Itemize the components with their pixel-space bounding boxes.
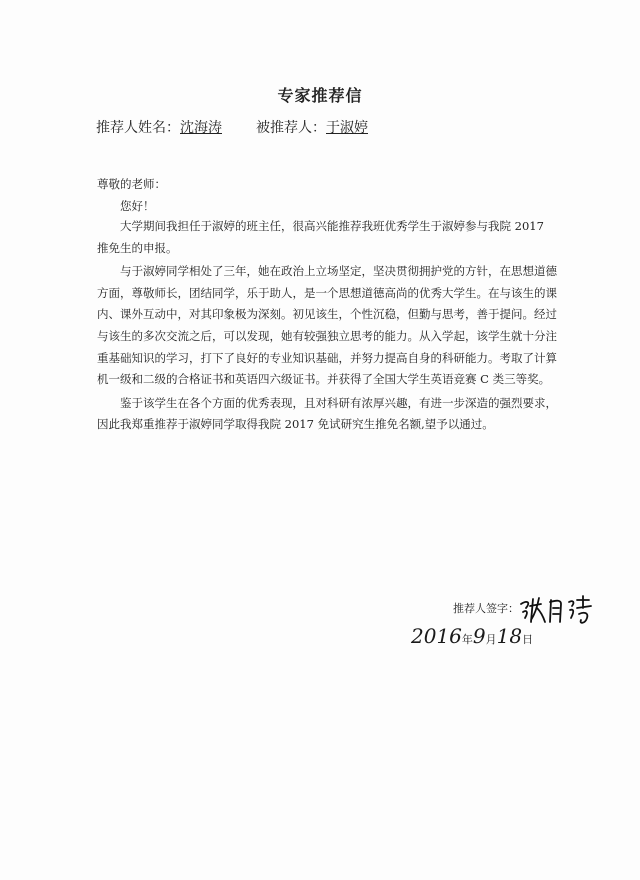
paragraph: 与于淑婷同学相处了三年，她在政治上立场坚定，坚决贯彻拥护党的方针，在思想道德方面，尊敬师长，团结同学，乐于助人，是一个思想道德高尚的优秀大学生。在与该生的课内、课外互动中，对其印象极为深刻。初见该生，个性沉稳，但勤与思考，善于提问。经过与该生的多次交流之后，可以发现，她有较强独立思考的能力。从入学起，该学生就十分注重基础知识的学习，打下了良好的专业知识基础，并努力提高自身的科研能力。考取了计算机一级和二级的合格证书和英语四六级证书。并获得了全国大学生英语竞赛 C 类三等奖。 (97, 264, 557, 387)
recommender-label: 推荐人姓名： (96, 120, 180, 136)
handwritten-date (411, 624, 533, 648)
recommendee-label: 被推荐人： (256, 120, 326, 136)
paragraph: 鉴于该学生在各个方面的优秀表现，且对科研有浓厚兴趣，有进一步深造的强烈要求，因此我郑重推荐于淑婷同学取得我院 2017 免试研究生推免名额,望予以通过。 (97, 395, 557, 432)
date-day: 18 (496, 624, 523, 648)
greeting: 您好！ (120, 199, 155, 213)
date-month: 9 (472, 624, 486, 648)
recommender-name: 沈海涛 (180, 120, 222, 136)
names-line (96, 117, 368, 137)
recommendee-name: 于淑婷 (326, 120, 368, 136)
salutation: 尊敬的老师： (97, 177, 166, 191)
letter-title: 专家推荐信 (277, 86, 363, 105)
date-day-unit: 日 (522, 633, 534, 646)
letter-body (97, 216, 557, 438)
date-month-unit: 月 (485, 633, 497, 646)
date-year: 2016 (411, 624, 462, 648)
paragraph: 大学期间我担任于淑婷的班主任，很高兴能推荐我班优秀学生于淑婷参与我院 2017 推免生的申报。 (97, 219, 544, 255)
date-year-unit: 年 (461, 633, 473, 646)
signature-label: 推荐人签字： (453, 602, 519, 615)
signature-scribble (517, 594, 597, 628)
